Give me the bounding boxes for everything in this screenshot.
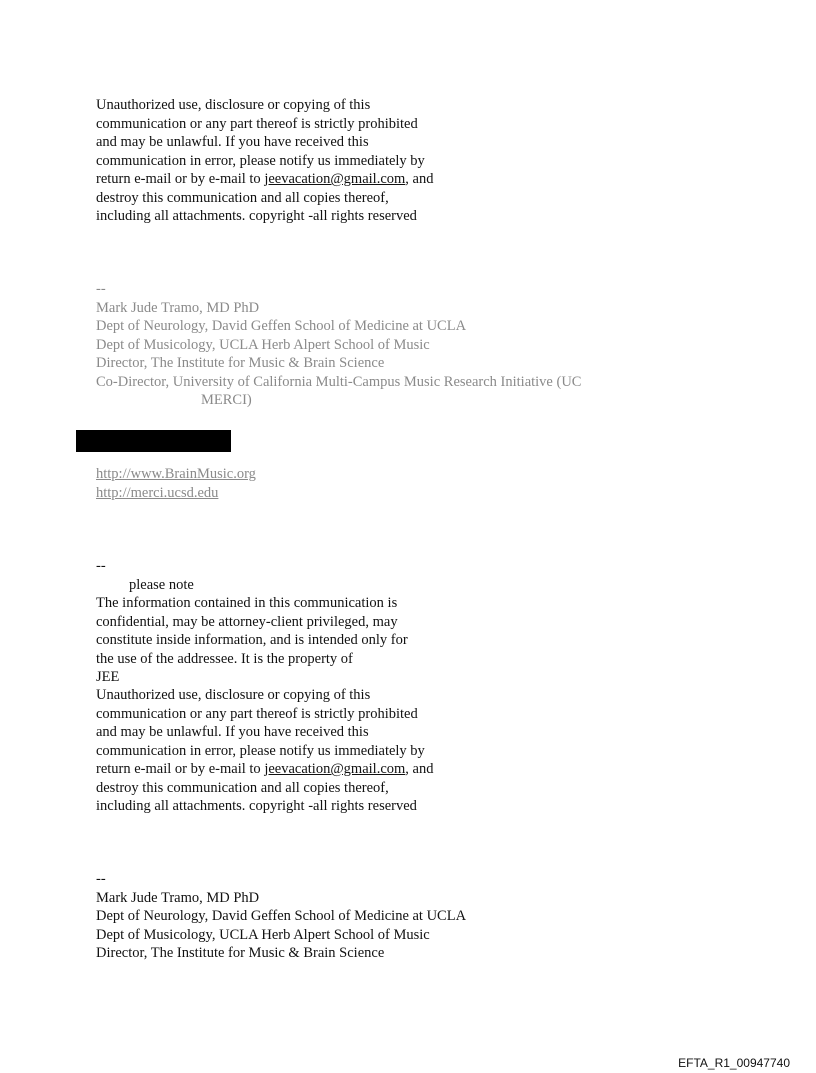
email-link[interactable]: jeevacation@gmail.com [264,761,406,777]
disclaimer-line: JEE [96,669,120,685]
disclaimer-line: including all attachments. copyright -all rights reserved [96,798,417,814]
disclaimer-line: The information contained in this communication is [96,595,398,611]
disclaimer-return-line [96,170,433,189]
signature-separator: -- [96,871,106,887]
disclaimer-line: constitute inside information, and is intended only for [96,632,408,648]
signature-line: MERCI) [201,392,252,408]
disclaimer-line: including all attachments. copyright -all rights reserved [96,208,417,224]
url-link[interactable]: http://merci.ucsd.edu [96,485,219,501]
signature-line: Dept of Neurology, David Geffen School of Medicine at UCLA [96,908,467,924]
signature-name: Mark Jude Tramo, MD PhD [96,300,260,316]
disclaimer-line: and may be unlawful. If you have received this [96,134,369,150]
return-suffix: , and [405,761,434,777]
signature-line: Dept of Neurology, David Geffen School of Medicine at UCLA [96,318,467,334]
disclaimer-line: the use of the addressee. It is the property of [96,651,353,667]
disclaimer-line: communication in error, please notify us immediately by [96,153,425,169]
disclaimer-line: Unauthorized use, disclosure or copying of this [96,687,371,703]
disclaimer-line: communication or any part thereof is strictly prohibited [96,116,418,132]
return-suffix: , and [405,171,434,187]
signature-line: Co-Director, University of California Multi-Campus Music Research Initiative (UC [96,374,582,390]
signature-line: Dept of Musicology, UCLA Herb Alpert School of Music [96,337,430,353]
disclaimer-return-line [96,760,433,779]
signature-name: Mark Jude Tramo, MD PhD [96,890,260,906]
separator: -- [96,558,106,574]
signature-line: Dept of Musicology, UCLA Herb Alpert School of Music [96,927,430,943]
return-prefix: return e-mail or by e-mail to [96,171,265,187]
disclaimer-line: destroy this communication and all copies thereof, [96,190,389,206]
disclaimer-line: communication in error, please notify us immediately by [96,743,425,759]
disclaimer-line: communication or any part thereof is strictly prohibited [96,706,418,722]
disclaimer-line: and may be unlawful. If you have received this [96,724,369,740]
signature-separator: -- [96,281,106,297]
disclaimer-line: Unauthorized use, disclosure or copying of this [96,97,371,113]
signature-line: Director, The Institute for Music & Brain Science [96,945,385,961]
signature-line: Director, The Institute for Music & Brain Science [96,355,385,371]
url-link[interactable]: http://www.BrainMusic.org [96,466,256,482]
return-prefix: return e-mail or by e-mail to [96,761,265,777]
redaction-bar [76,430,231,452]
document-id: EFTA_R1_00947740 [678,1056,790,1070]
email-link[interactable]: jeevacation@gmail.com [264,171,406,187]
disclaimer-line: destroy this communication and all copies thereof, [96,780,389,796]
note-heading: please note [129,577,194,593]
disclaimer-line: confidential, may be attorney-client privileged, may [96,614,398,630]
